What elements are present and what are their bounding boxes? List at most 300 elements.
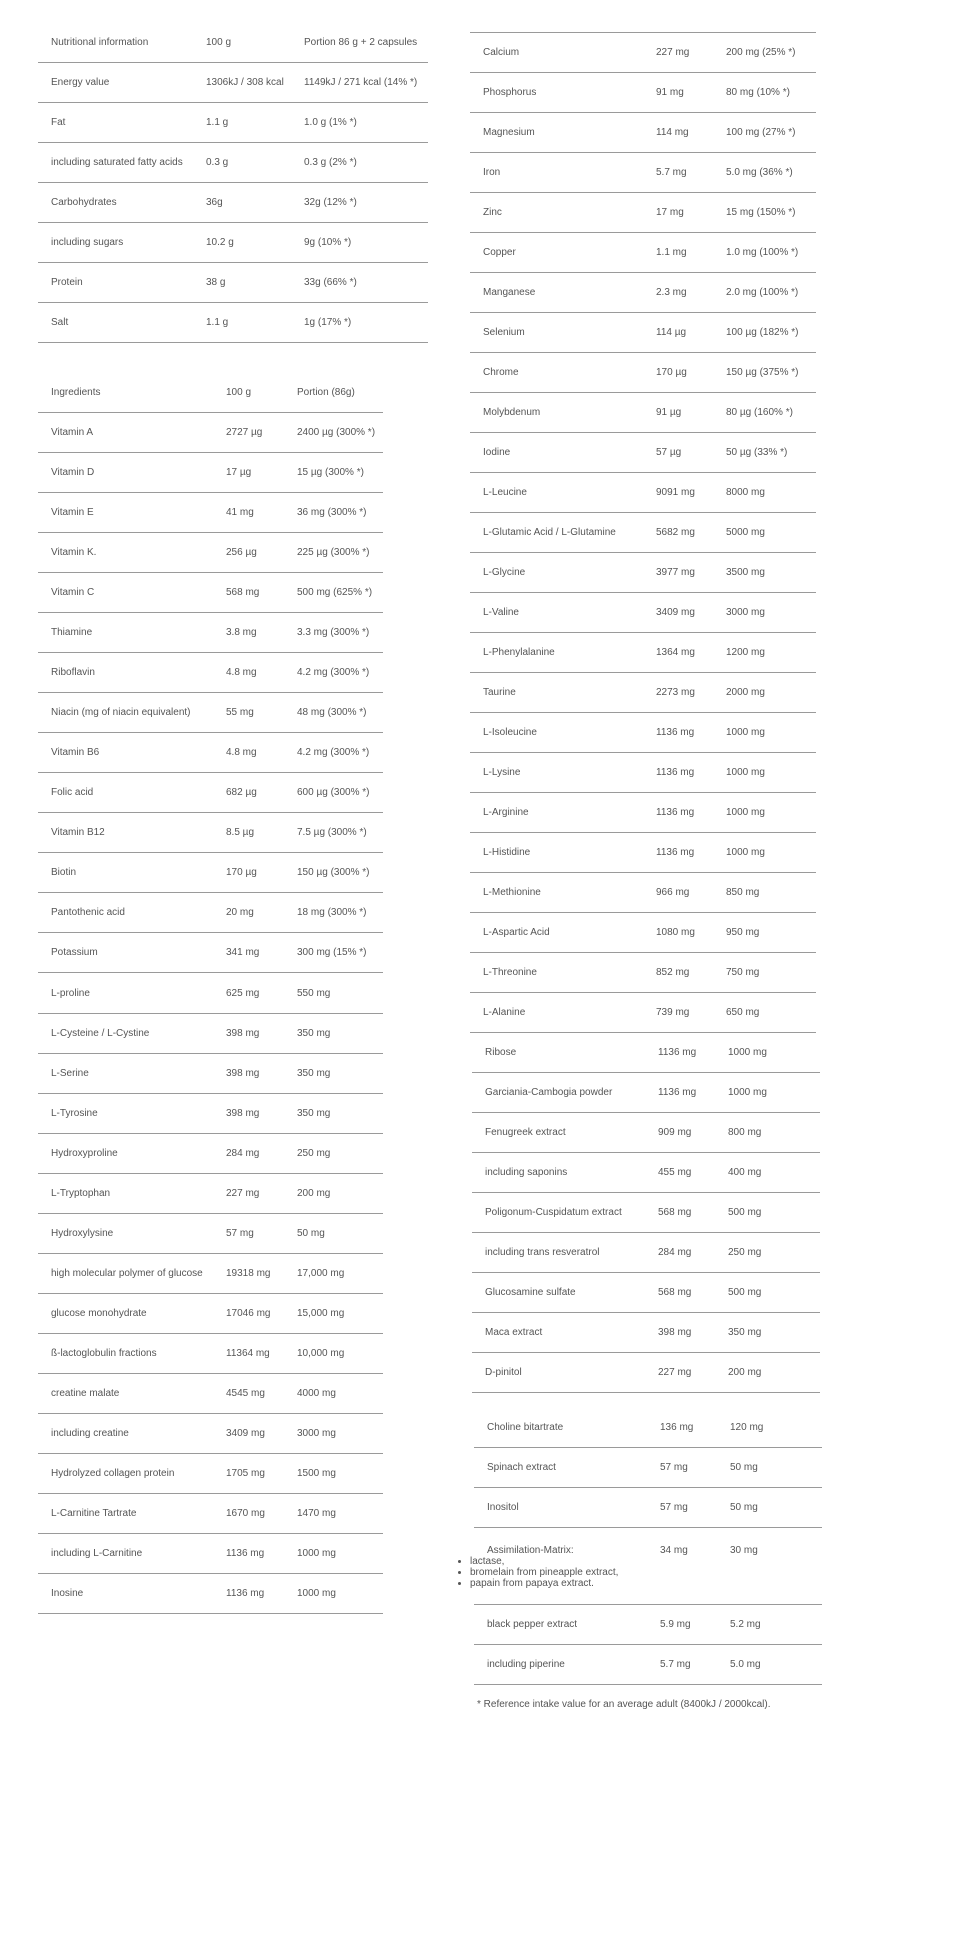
value-per-100g: 1136 mg <box>226 1548 265 1559</box>
row-label: L-Tyrosine <box>51 1108 98 1119</box>
table-row <box>474 1408 822 1448</box>
value-per-portion: 350 mg <box>728 1327 762 1338</box>
table-row <box>470 953 816 993</box>
value-per-portion: 3.3 mg (300% *) <box>297 627 370 638</box>
value-per-100g: 966 mg <box>656 887 690 898</box>
table-row <box>470 153 816 193</box>
row-label: Garciania-Cambogia powder <box>485 1087 613 1098</box>
table-row <box>472 1113 820 1153</box>
row-label: Energy value <box>51 77 110 88</box>
row-label: Glucosamine sulfate <box>485 1287 576 1298</box>
value-per-portion: 250 mg <box>728 1247 762 1258</box>
table-row <box>38 223 428 263</box>
value-per-100g: 398 mg <box>226 1068 260 1079</box>
table-row <box>38 1174 383 1214</box>
value-per-100g: 1136 mg <box>656 727 695 738</box>
value-per-100g: 3.8 mg <box>226 627 257 638</box>
value-per-100g: 0.3 g <box>206 157 229 168</box>
value-per-portion: 350 mg <box>297 1028 331 1039</box>
row-label: L-Threonine <box>483 967 537 978</box>
value-per-portion: 1.0 g (1% *) <box>304 117 357 128</box>
value-per-portion: 1000 mg <box>728 1087 767 1098</box>
value-per-100g: 2273 mg <box>656 687 695 698</box>
value-per-portion: 18 mg (300% *) <box>297 907 367 918</box>
row-label: Vitamin E <box>51 507 94 518</box>
value-per-portion: 300 mg (15% *) <box>297 947 367 958</box>
table-row <box>38 1454 383 1494</box>
table-row <box>38 933 383 973</box>
table-row <box>470 273 816 313</box>
row-label: Taurine <box>483 687 516 698</box>
row-label: Thiamine <box>51 627 93 638</box>
table-row <box>38 63 428 103</box>
row-label: Fat <box>51 117 66 128</box>
value-per-portion: 1000 mg <box>297 1588 336 1599</box>
row-label: Vitamin A <box>51 427 94 438</box>
table-row <box>38 1094 383 1134</box>
value-per-portion: 500 mg <box>728 1207 762 1218</box>
value-per-100g: 91 mg <box>656 87 684 98</box>
value-per-portion: 600 µg (300% *) <box>297 787 370 798</box>
row-label: L-Glycine <box>483 567 526 578</box>
table-row <box>470 793 816 833</box>
value-per-portion: 3500 mg <box>726 567 765 578</box>
value-per-portion: 200 mg <box>297 1188 331 1199</box>
row-label: L-Cysteine / L-Cystine <box>51 1028 150 1039</box>
table-row <box>38 1054 383 1094</box>
header-label: Ingredients <box>51 387 101 398</box>
value-per-portion: 0.3 g (2% *) <box>304 157 357 168</box>
row-label: D-pinitol <box>485 1367 522 1378</box>
value-per-100g: 8.5 µg <box>226 827 255 838</box>
value-per-100g: 20 mg <box>226 907 254 918</box>
row-label: black pepper extract <box>487 1619 578 1630</box>
table-row <box>38 453 383 493</box>
table-row <box>470 353 816 393</box>
value-per-100g: 1136 mg <box>656 807 695 818</box>
value-per-portion: 750 mg <box>726 967 760 978</box>
row-label: L-Aspartic Acid <box>483 927 550 938</box>
row-label: including saturated fatty acids <box>51 157 183 168</box>
row-label: Copper <box>483 247 516 258</box>
value-per-100g: 1670 mg <box>226 1508 265 1519</box>
value-per-portion: 48 mg (300% *) <box>297 707 367 718</box>
value-per-100g: 568 mg <box>226 587 260 598</box>
value-per-portion: 80 µg (160% *) <box>726 407 793 418</box>
value-per-portion: 225 µg (300% *) <box>297 547 370 558</box>
value-per-portion: 1000 mg <box>728 1047 767 1058</box>
table-row <box>38 143 428 183</box>
table-row <box>38 303 428 343</box>
row-label: Molybdenum <box>483 407 541 418</box>
row-label: Pantothenic acid <box>51 907 125 918</box>
row-label: high molecular polymer of glucose <box>51 1268 203 1279</box>
value-per-100g: 4545 mg <box>226 1388 265 1399</box>
value-per-100g: 55 mg <box>226 707 254 718</box>
table-row <box>38 1254 383 1294</box>
row-label: Ribose <box>485 1047 517 1058</box>
value-per-portion: 1500 mg <box>297 1468 336 1479</box>
value-per-100g: 2.3 mg <box>656 287 687 298</box>
table-row <box>38 1214 383 1254</box>
value-per-100g: 1.1 g <box>206 317 229 328</box>
value-per-100g: 341 mg <box>226 947 260 958</box>
value-per-portion: 2000 mg <box>726 687 765 698</box>
row-label: Hydrolyzed collagen protein <box>51 1468 175 1479</box>
row-label: Salt <box>51 317 69 328</box>
table-header-row <box>38 373 383 413</box>
value-per-portion: 15 mg (150% *) <box>726 207 796 218</box>
value-per-100g: 17046 mg <box>226 1308 271 1319</box>
row-label: glucose monohydrate <box>51 1308 147 1319</box>
table-row <box>470 233 816 273</box>
row-label: Biotin <box>51 867 77 878</box>
table-row <box>474 1488 822 1528</box>
table-row <box>472 1353 820 1393</box>
value-per-100g: 398 mg <box>658 1327 692 1338</box>
table-row <box>470 993 816 1033</box>
value-per-100g: 1136 mg <box>656 847 695 858</box>
table-header-row <box>38 23 428 63</box>
row-label: Manganese <box>483 287 536 298</box>
row-label: Choline bitartrate <box>487 1422 564 1433</box>
value-per-portion: 4.2 mg (300% *) <box>297 667 370 678</box>
table-row <box>470 553 816 593</box>
table-row <box>470 833 816 873</box>
value-per-portion: 2400 µg (300% *) <box>297 427 376 438</box>
row-label: Vitamin K. <box>51 547 97 558</box>
row-label: including L-Carnitine <box>51 1548 143 1559</box>
row-label: Fenugreek extract <box>485 1127 566 1138</box>
row-label: Poligonum-Cuspidatum extract <box>485 1207 622 1218</box>
value-per-100g: 136 mg <box>660 1422 694 1433</box>
value-per-100g: 17 mg <box>656 207 684 218</box>
value-per-100g: 625 mg <box>226 988 260 999</box>
value-per-100g: 1080 mg <box>656 927 695 938</box>
capsules-table <box>470 1408 822 1685</box>
value-per-100g: 1.1 g <box>206 117 229 128</box>
ingredients-table <box>38 373 383 973</box>
table-row <box>38 263 428 303</box>
value-per-portion: 1.0 mg (100% *) <box>726 247 799 258</box>
value-per-100g: 38 g <box>206 277 226 288</box>
value-per-portion: 1000 mg <box>726 847 765 858</box>
table-row <box>38 893 383 933</box>
row-label: Inositol <box>487 1502 519 1513</box>
value-per-portion: 1000 mg <box>726 767 765 778</box>
value-per-portion: 10,000 mg <box>297 1348 345 1359</box>
row-label: Maca extract <box>485 1327 543 1338</box>
table-row <box>470 633 816 673</box>
value-per-100g: 5.7 mg <box>656 167 687 178</box>
value-per-100g: 227 mg <box>226 1188 260 1199</box>
value-per-100g: 455 mg <box>658 1167 692 1178</box>
value-per-portion: 4.2 mg (300% *) <box>297 747 370 758</box>
table-row <box>470 713 816 753</box>
value-per-portion: 200 mg (25% *) <box>726 47 796 58</box>
row-label: Iodine <box>483 447 511 458</box>
value-per-100g: 1364 mg <box>656 647 695 658</box>
value-per-100g: 568 mg <box>658 1207 692 1218</box>
value-per-portion: 550 mg <box>297 988 331 999</box>
row-label: Vitamin D <box>51 467 95 478</box>
row-label: L-proline <box>51 988 90 999</box>
table-row <box>38 653 383 693</box>
row-label: including trans resveratrol <box>485 1247 600 1258</box>
table-row <box>38 413 383 453</box>
table-row <box>472 1153 820 1193</box>
value-per-100g: 398 mg <box>226 1108 260 1119</box>
value-per-100g: 1136 mg <box>656 767 695 778</box>
value-per-100g: 3409 mg <box>656 607 695 618</box>
value-per-100g: 17 µg <box>226 467 252 478</box>
value-per-portion: 3000 mg <box>726 607 765 618</box>
table-row <box>472 1193 820 1233</box>
table-row <box>38 533 383 573</box>
value-per-100g: 57 mg <box>660 1462 688 1473</box>
value-per-portion: 5000 mg <box>726 527 765 538</box>
table-row <box>38 1574 383 1614</box>
table-row <box>38 853 383 893</box>
row-label: including saponins <box>485 1167 568 1178</box>
header-portion: Portion 86 g + 2 capsules <box>304 37 418 48</box>
table-row <box>474 1645 822 1685</box>
table-row <box>38 1134 383 1174</box>
table-row <box>470 393 816 433</box>
value-per-100g: 284 mg <box>226 1148 260 1159</box>
row-label: creatine malate <box>51 1388 120 1399</box>
table-row <box>38 103 428 143</box>
value-per-100g: 227 mg <box>658 1367 692 1378</box>
table-row <box>470 513 816 553</box>
row-label: Spinach extract <box>487 1462 556 1473</box>
table-row <box>38 733 383 773</box>
row-label: L-Valine <box>483 607 519 618</box>
table-row <box>38 974 383 1014</box>
value-per-portion: 33g (66% *) <box>304 277 357 288</box>
value-per-100g: 10.2 g <box>206 237 234 248</box>
row-label: ß-lactoglobulin fractions <box>51 1348 157 1359</box>
value-per-portion: 850 mg <box>726 887 760 898</box>
nutrition-table <box>38 23 428 343</box>
table-row <box>472 1233 820 1273</box>
value-per-portion: 500 mg (625% *) <box>297 587 373 598</box>
value-per-100g: 1306kJ / 308 kcal <box>206 77 284 88</box>
value-per-portion: 5.2 mg <box>730 1619 761 1630</box>
table-row <box>38 813 383 853</box>
row-label: Potassium <box>51 947 98 958</box>
header-label: Nutritional information <box>51 37 149 48</box>
row-label: Carbohydrates <box>51 197 117 208</box>
value-per-100g: 19318 mg <box>226 1268 271 1279</box>
row-label: Inosine <box>51 1588 84 1599</box>
value-per-100g: 36g <box>206 197 223 208</box>
row-label: Hydroxyproline <box>51 1148 118 1159</box>
value-per-portion: 3000 mg <box>297 1428 336 1439</box>
value-per-portion: 1000 mg <box>726 807 765 818</box>
value-per-portion: 15,000 mg <box>297 1308 345 1319</box>
table-row <box>472 1273 820 1313</box>
value-per-100g: 398 mg <box>226 1028 260 1039</box>
table-row <box>470 913 816 953</box>
row-label: Folic acid <box>51 787 94 798</box>
table-row <box>472 1033 820 1073</box>
value-per-portion: 1000 mg <box>297 1548 336 1559</box>
value-per-portion: 50 mg <box>730 1462 758 1473</box>
value-per-portion: 50 µg (33% *) <box>726 447 788 458</box>
value-per-100g: 909 mg <box>658 1127 692 1138</box>
value-per-100g: 114 µg <box>656 327 687 338</box>
table-row <box>38 573 383 613</box>
row-label: L-Leucine <box>483 487 527 498</box>
value-per-100g: 41 mg <box>226 507 254 518</box>
value-per-portion: 250 mg <box>297 1148 331 1159</box>
value-per-100g: 3977 mg <box>656 567 695 578</box>
value-per-100g: 739 mg <box>656 1007 690 1018</box>
value-per-portion: 1149kJ / 271 kcal (14% *) <box>304 77 418 88</box>
table-row <box>472 1073 820 1113</box>
amino-acids-left-table <box>38 974 383 1614</box>
row-label: L-Carnitine Tartrate <box>51 1508 137 1519</box>
row-label: Calcium <box>483 47 520 58</box>
value-per-portion: 5.0 mg (36% *) <box>726 167 793 178</box>
value-per-100g: 57 mg <box>660 1502 688 1513</box>
row-label: Phosphorus <box>483 87 537 98</box>
row-label: Assimilation-Matrix: <box>487 1545 574 1556</box>
table-row <box>38 1374 383 1414</box>
table-row <box>470 193 816 233</box>
header-100g: 100 g <box>206 37 232 48</box>
value-per-100g: 11364 mg <box>226 1348 270 1359</box>
value-per-portion: 800 mg <box>728 1127 762 1138</box>
table-row <box>470 313 816 353</box>
header-portion: Portion (86g) <box>297 387 355 398</box>
value-per-100g: 5682 mg <box>656 527 695 538</box>
value-per-portion: 400 mg <box>728 1167 762 1178</box>
row-label: Riboflavin <box>51 667 95 678</box>
value-per-portion: 30 mg <box>730 1545 758 1556</box>
value-per-portion: 500 mg <box>728 1287 762 1298</box>
table-row <box>470 113 816 153</box>
value-per-portion: 17,000 mg <box>297 1268 345 1279</box>
value-per-100g: 9091 mg <box>656 487 695 498</box>
row-label: L-Histidine <box>483 847 531 858</box>
value-per-portion: 200 mg <box>728 1367 762 1378</box>
value-per-100g: 1705 mg <box>226 1468 265 1479</box>
row-label: L-Lysine <box>483 767 521 778</box>
row-label: L-Alanine <box>483 1007 526 1018</box>
value-per-100g: 227 mg <box>656 47 690 58</box>
value-per-100g: 682 µg <box>226 787 257 798</box>
row-label: including piperine <box>487 1659 565 1670</box>
value-per-portion: 1200 mg <box>726 647 765 658</box>
value-per-100g: 4.8 mg <box>226 667 257 678</box>
value-per-portion: 5.0 mg <box>730 1659 761 1670</box>
table-row <box>38 1534 383 1574</box>
table-row <box>470 873 816 913</box>
value-per-portion: 1470 mg <box>297 1508 336 1519</box>
value-per-portion: 150 µg (375% *) <box>726 367 799 378</box>
value-per-100g: 57 mg <box>226 1228 254 1239</box>
list-item: • bromelain from pineapple extract, <box>470 1567 618 1578</box>
value-per-100g: 34 mg <box>660 1545 688 1556</box>
table-row <box>470 753 816 793</box>
value-per-100g: 256 µg <box>226 547 257 558</box>
value-per-100g: 114 mg <box>656 127 689 138</box>
value-per-100g: 1136 mg <box>658 1087 697 1098</box>
value-per-100g: 1136 mg <box>658 1047 697 1058</box>
row-label: Niacin (mg of niacin equivalent) <box>51 707 191 718</box>
assimilation-matrix-row <box>470 1528 822 1605</box>
table-row <box>472 1313 820 1353</box>
value-per-portion: 32g (12% *) <box>304 197 357 208</box>
value-per-100g: 568 mg <box>658 1287 692 1298</box>
assimilation-list <box>456 1556 618 1589</box>
table-row <box>38 693 383 733</box>
value-per-portion: 950 mg <box>726 927 760 938</box>
value-per-portion: 4000 mg <box>297 1388 336 1399</box>
value-per-portion: 36 mg (300% *) <box>297 507 367 518</box>
row-label: L-Isoleucine <box>483 727 537 738</box>
table-row <box>470 673 816 713</box>
row-label: L-Serine <box>51 1068 89 1079</box>
table-row <box>38 183 428 223</box>
value-per-portion: 120 mg <box>730 1422 764 1433</box>
table-row <box>470 33 816 73</box>
value-per-100g: 5.9 mg <box>660 1619 691 1630</box>
value-per-portion: 1000 mg <box>726 727 765 738</box>
value-per-portion: 7.5 µg (300% *) <box>297 827 367 838</box>
value-per-portion: 1g (17% *) <box>304 317 352 328</box>
table-row <box>38 1294 383 1334</box>
value-per-portion: 350 mg <box>297 1068 331 1079</box>
value-per-portion: 2.0 mg (100% *) <box>726 287 799 298</box>
row-label: Vitamin B12 <box>51 827 105 838</box>
value-per-100g: 852 mg <box>656 967 690 978</box>
value-per-100g: 91 µg <box>656 407 682 418</box>
row-label: L-Phenylalanine <box>483 647 555 658</box>
value-per-portion: 8000 mg <box>726 487 765 498</box>
table-row <box>470 593 816 633</box>
value-per-100g: 170 µg <box>226 867 257 878</box>
row-label: Zinc <box>483 207 502 218</box>
row-label: L-Arginine <box>483 807 529 818</box>
extracts-table <box>472 1033 820 1393</box>
value-per-portion: 9g (10% *) <box>304 237 352 248</box>
list-item: • lactase, <box>470 1556 618 1567</box>
table-row <box>470 73 816 113</box>
value-per-100g: 170 µg <box>656 367 687 378</box>
table-row <box>38 493 383 533</box>
header-100g: 100 g <box>226 387 252 398</box>
table-row <box>38 1014 383 1054</box>
value-per-100g: 5.7 mg <box>660 1659 691 1670</box>
row-label: including sugars <box>51 237 124 248</box>
value-per-portion: 15 µg (300% *) <box>297 467 364 478</box>
table-row <box>474 1605 822 1645</box>
row-label: Magnesium <box>483 127 535 138</box>
reference-intake-footnote: * Reference intake value for an average adult (8400kJ / 2000kcal). <box>477 1699 771 1710</box>
value-per-portion: 50 mg <box>730 1502 758 1513</box>
row-label: L-Glutamic Acid / L-Glutamine <box>483 527 616 538</box>
value-per-100g: 284 mg <box>658 1247 692 1258</box>
value-per-portion: 350 mg <box>297 1108 331 1119</box>
row-label: Selenium <box>483 327 525 338</box>
table-row <box>474 1448 822 1488</box>
value-per-100g: 3409 mg <box>226 1428 265 1439</box>
row-label: Vitamin B6 <box>51 747 100 758</box>
value-per-100g: 57 µg <box>656 447 682 458</box>
